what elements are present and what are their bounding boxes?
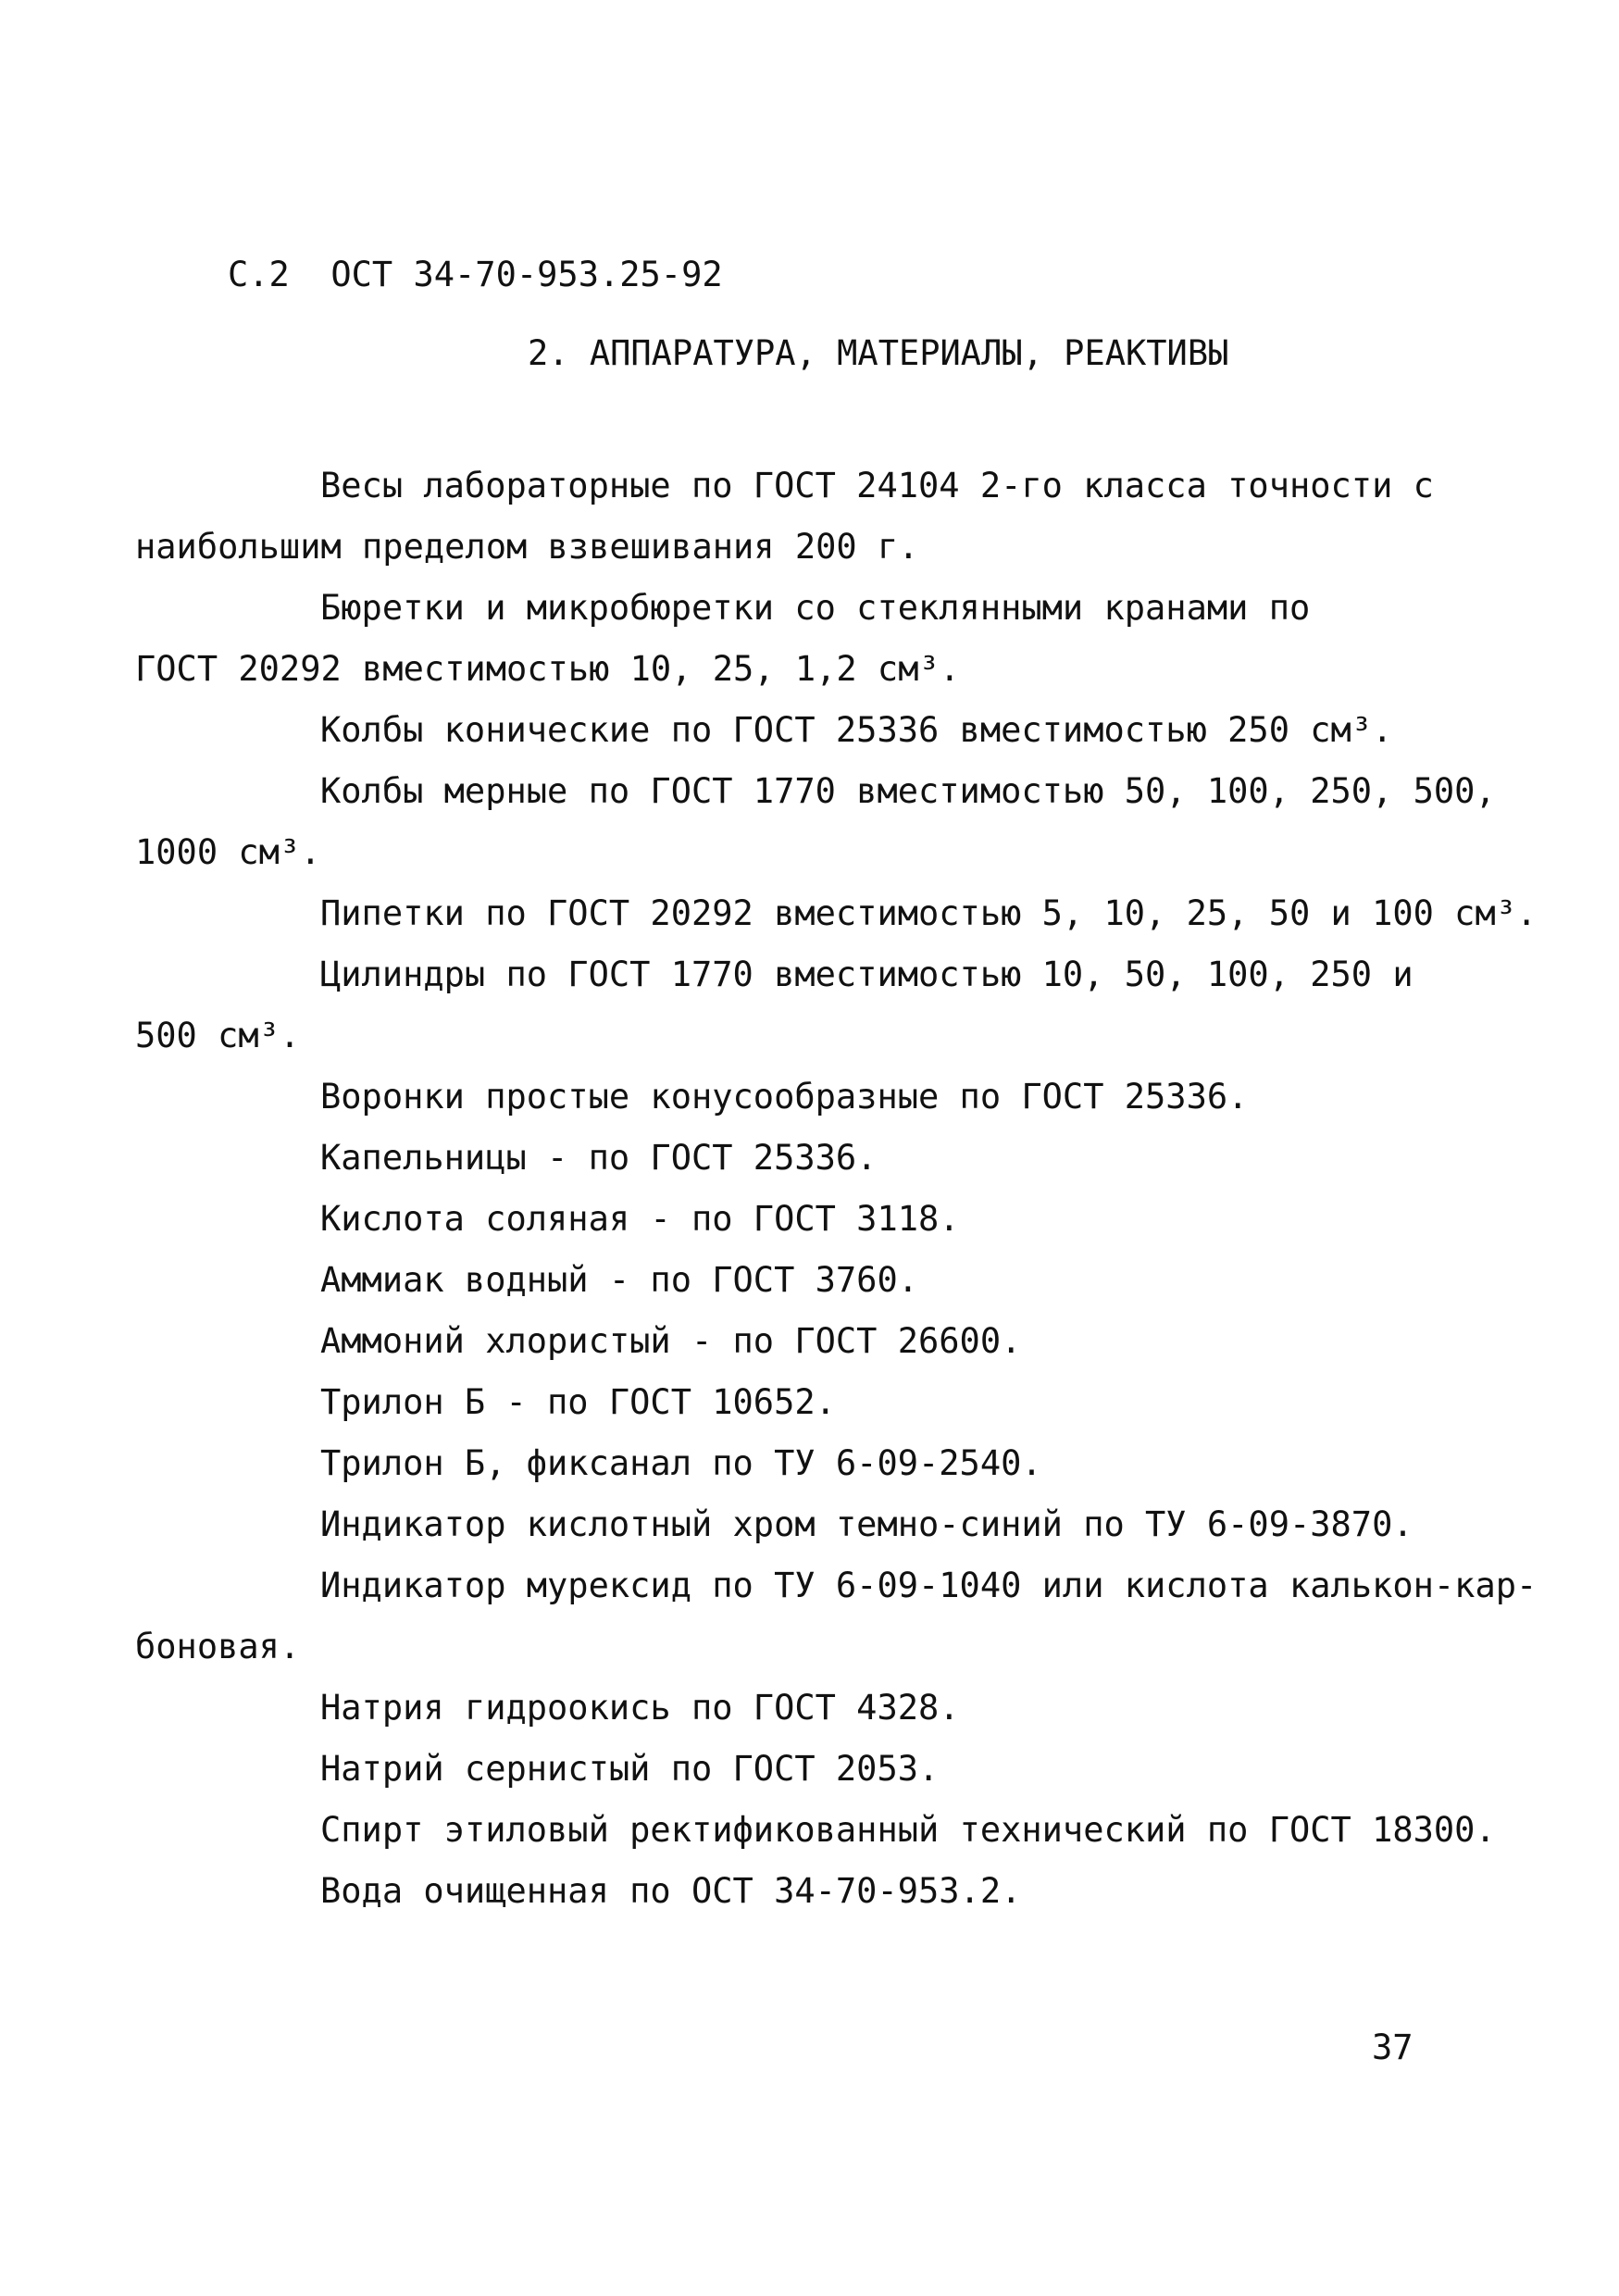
list-item <box>228 1861 1459 1922</box>
list-item <box>135 761 1496 883</box>
item-line: Колбы конические по ГОСТ 25336 вместимостью 250 см³. <box>320 710 1393 750</box>
item-line: Натрия гидроокись по ГОСТ 4328. <box>320 1688 960 1728</box>
item-line: Воронки простые конусообразные по ГОСТ 25336. <box>320 1077 1249 1117</box>
list-item <box>228 1800 1496 1861</box>
item-line-continued: 500 см³. <box>135 1016 301 1055</box>
item-line: Бюретки и микробюретки со стеклянными кранами по <box>320 588 1311 628</box>
item-line: Весы лабораторные по ГОСТ 24104 2-го класса точности с <box>320 466 1434 505</box>
item-line: Аммоний хлористый - по ГОСТ 26600. <box>320 1321 1022 1361</box>
item-line: Колбы мерные по ГОСТ 1770 вместимостью 50, 100, 250, 500, <box>320 771 1496 811</box>
list-item <box>228 700 1459 761</box>
item-line: Вода очищенная по ОСТ 34-70-953.2. <box>320 1871 1022 1911</box>
list-item <box>228 1494 1459 1555</box>
item-line: Пипетки по ГОСТ 20292 вместимостью 5, 10, 25, 50 и 100 см³. <box>320 893 1538 933</box>
list-item <box>228 1678 1459 1739</box>
list-item <box>228 1067 1459 1128</box>
item-line: Спирт этиловый ректификованный технический по ГОСТ 18300. <box>320 1810 1496 1850</box>
item-line: Трилон Б, фиксанал по ТУ 6-09-2540. <box>320 1443 1042 1483</box>
page-number: 37 <box>1372 2028 1414 2067</box>
item-line: Цилиндры по ГОСТ 1770 вместимостью 10, 50, 100, 250 и <box>320 955 1414 994</box>
item-line: Индикатор кислотный хром темно-синий по ТУ 6-09-3870. <box>320 1504 1414 1544</box>
item-line-continued: боновая. <box>135 1627 301 1666</box>
list-item <box>228 1311 1459 1372</box>
list-item <box>135 578 1459 700</box>
item-line-continued: наибольшим пределом взвешивания 200 г. <box>135 527 919 567</box>
item-line: Трилон Б - по ГОСТ 10652. <box>320 1382 836 1422</box>
list-item <box>228 1433 1459 1494</box>
list-item <box>228 1250 1459 1311</box>
materials-list <box>135 455 1538 1922</box>
list-item <box>135 455 1459 578</box>
list-item <box>228 1189 1459 1250</box>
list-item <box>135 944 1459 1067</box>
item-line: Кислота соляная - по ГОСТ 3118. <box>320 1199 960 1239</box>
item-line: Капельницы - по ГОСТ 25336. <box>320 1138 878 1178</box>
item-line: Индикатор мурексид по ТУ 6-09-1040 или кислота калькон-кар- <box>320 1566 1538 1605</box>
list-item <box>228 1372 1459 1433</box>
list-item <box>228 1739 1459 1800</box>
item-line-continued: 1000 см³. <box>135 832 321 872</box>
item-line-continued: ГОСТ 20292 вместимостью 10, 25, 1,2 см³. <box>135 649 961 689</box>
item-line: Аммиак водный - по ГОСТ 3760. <box>320 1260 919 1300</box>
page-header: С.2 ОСТ 34-70-953.25-92 <box>228 255 723 294</box>
list-item <box>135 1555 1538 1678</box>
list-item <box>228 1128 1459 1189</box>
item-line: Натрий сернистый по ГОСТ 2053. <box>320 1749 940 1789</box>
list-item <box>228 883 1538 944</box>
section-title: 2. АППАРАТУРА, МАТЕРИАЛЫ, РЕАКТИВЫ <box>528 333 1229 373</box>
